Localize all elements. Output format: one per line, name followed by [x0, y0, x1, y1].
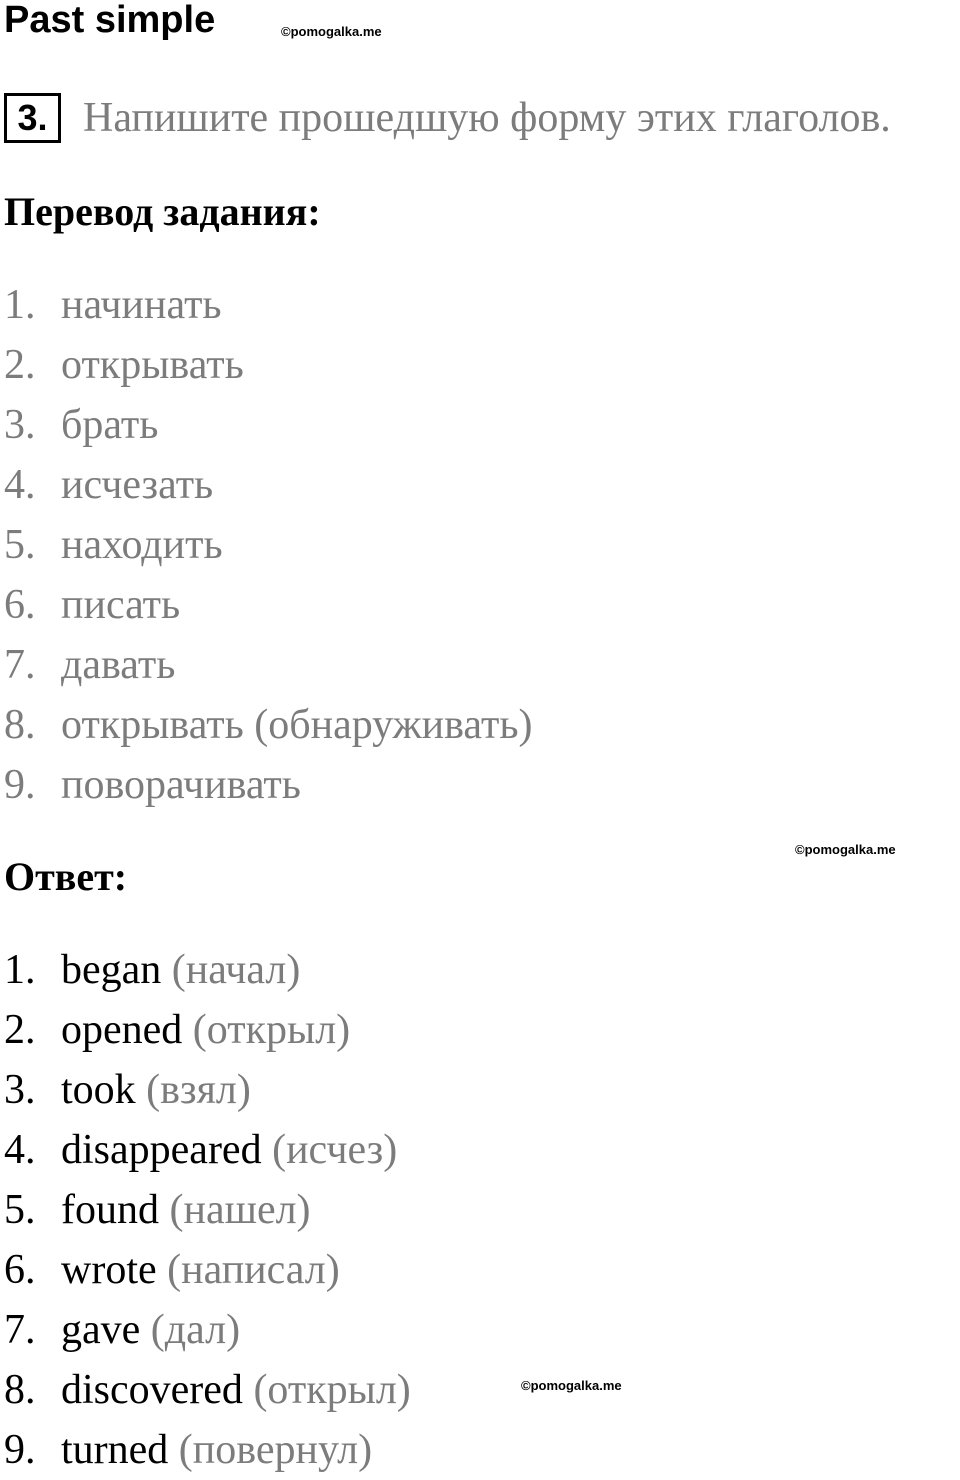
- answer-english: took: [61, 1067, 136, 1113]
- answer-heading: Ответ:: [4, 854, 128, 899]
- item-number: 2.: [4, 342, 36, 388]
- answer-russian: (дал): [150, 1307, 241, 1353]
- item-number: 3.: [4, 402, 36, 448]
- item-number: 8.: [4, 1367, 36, 1413]
- item-number: 9.: [4, 762, 36, 808]
- answer-russian: (открыл): [253, 1367, 411, 1413]
- item-text: начинать: [61, 282, 222, 328]
- answer-russian: (исчез): [272, 1127, 398, 1173]
- answer-english: turned: [61, 1427, 169, 1473]
- answer-russian: (начал): [171, 947, 301, 993]
- item-text: брать: [61, 402, 159, 448]
- item-number: 1.: [4, 947, 36, 993]
- item-number: 6.: [4, 1247, 36, 1293]
- answer-text: [61, 940, 300, 1000]
- item-number: 5.: [4, 522, 36, 568]
- item-number: 8.: [4, 702, 36, 748]
- item-number: 7.: [4, 1307, 36, 1353]
- task-instruction: [4, 92, 891, 144]
- item-number: 6.: [4, 582, 36, 628]
- answer-text: [61, 1120, 397, 1180]
- watermark-middle: ©pomogalka.me: [795, 842, 896, 857]
- answer-russian: (написал): [167, 1247, 340, 1293]
- item-text: исчезать: [61, 462, 214, 508]
- item-text: писать: [61, 582, 181, 628]
- answer-text: [61, 1360, 411, 1420]
- answer-russian: (открыл): [192, 1007, 351, 1053]
- item-text: поворачивать: [61, 762, 301, 808]
- translation-heading: Перевод задания:: [4, 189, 321, 234]
- answer-english: opened: [61, 1007, 183, 1053]
- answer-text: [61, 1240, 340, 1300]
- answer-english: wrote: [61, 1247, 157, 1293]
- answer-english: gave: [61, 1307, 141, 1353]
- answer-russian: (повернул): [178, 1427, 373, 1473]
- item-text: открывать: [61, 342, 244, 388]
- answer-text: [61, 1060, 251, 1120]
- item-number: 4.: [4, 1127, 36, 1173]
- answer-text: [61, 1000, 350, 1060]
- item-number: 5.: [4, 1187, 36, 1233]
- answer-russian: (взял): [146, 1067, 251, 1113]
- item-number: 3.: [4, 1067, 36, 1113]
- answer-text: [61, 1420, 372, 1480]
- item-number: 4.: [4, 462, 36, 508]
- item-number: 2.: [4, 1007, 36, 1053]
- task-number-box: 3.: [4, 93, 61, 143]
- page-title: Past simple: [4, 0, 216, 41]
- item-text: давать: [61, 642, 176, 688]
- answer-english: began: [61, 947, 162, 993]
- answer-text: [61, 1300, 240, 1360]
- answer-english: found: [61, 1187, 159, 1233]
- task-text: Напишите прошедшую форму этих глаголов.: [83, 95, 891, 141]
- item-text: открывать (обнаруживать): [61, 702, 533, 748]
- answer-english: disappeared: [61, 1127, 262, 1173]
- answer-text: [61, 1180, 311, 1240]
- answer-russian: (нашел): [169, 1187, 311, 1233]
- item-number: 7.: [4, 642, 36, 688]
- item-number: 9.: [4, 1427, 36, 1473]
- watermark-top: ©pomogalka.me: [281, 24, 382, 39]
- answer-english: discovered: [61, 1367, 243, 1413]
- item-number: 1.: [4, 282, 36, 328]
- watermark-bottom: ©pomogalka.me: [521, 1378, 622, 1393]
- item-text: находить: [61, 522, 223, 568]
